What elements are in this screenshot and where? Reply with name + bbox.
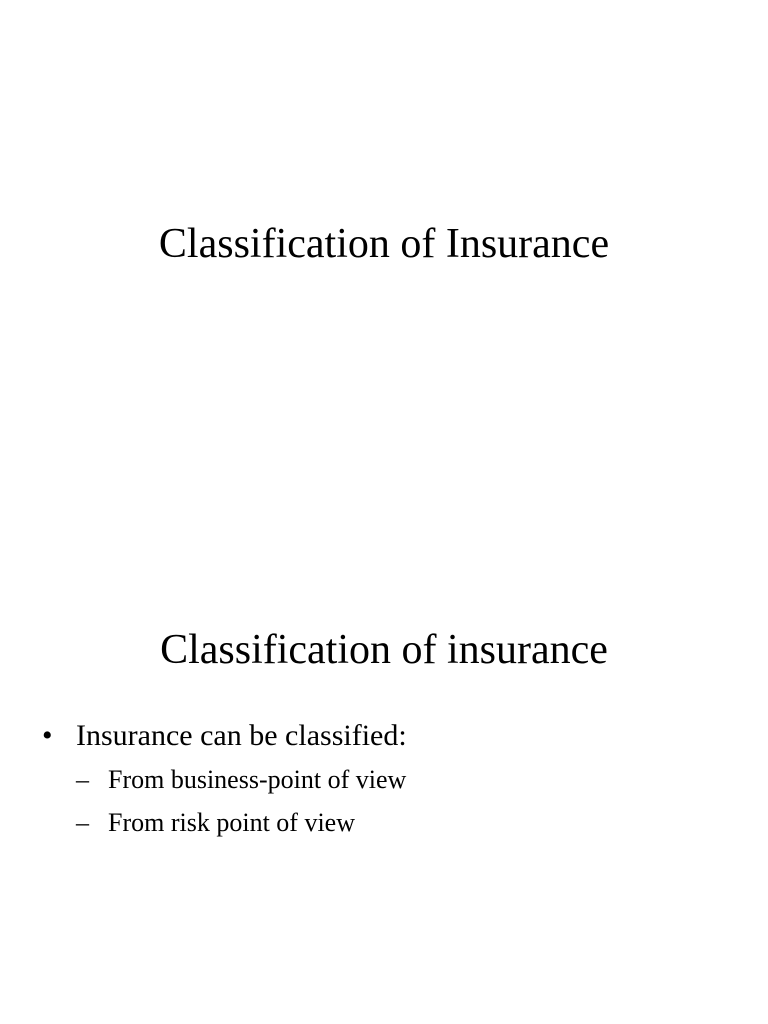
sub-bullet-text: From business-point of view: [108, 765, 407, 794]
bullet-marker: •: [42, 719, 53, 752]
bullet-item: [42, 714, 742, 844]
sub-bullet-marker: –: [76, 808, 89, 837]
bullet-list: [42, 714, 742, 844]
slide-2-title: Classification of insurance: [160, 627, 608, 673]
slide-2: [0, 512, 768, 1024]
sub-bullet-item: [76, 758, 742, 801]
sub-bullet-list: [76, 758, 742, 844]
slide-1-title: Classification of Insurance: [158, 221, 610, 267]
sub-bullet-text: From risk point of view: [108, 808, 355, 837]
sub-bullet-marker: –: [76, 765, 89, 794]
bullet-text: Insurance can be classified:: [76, 719, 407, 752]
sub-bullet-item: [76, 801, 742, 844]
